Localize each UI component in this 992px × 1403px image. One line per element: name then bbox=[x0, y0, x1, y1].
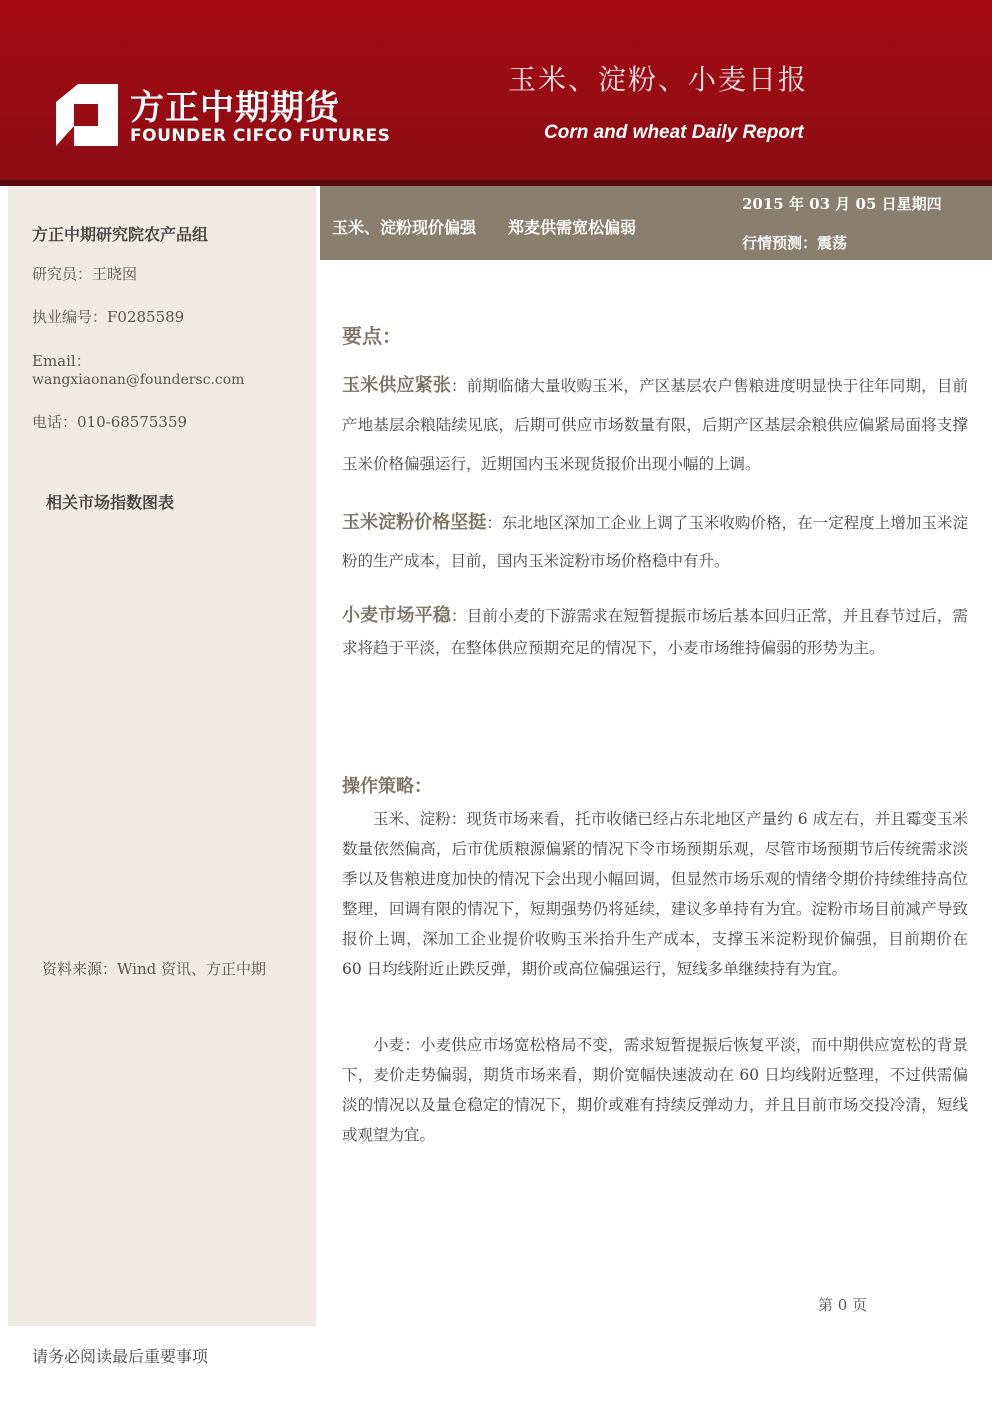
sidebar-license: 执业编号：F0285589 bbox=[32, 308, 185, 326]
keypoint-corn bbox=[342, 366, 968, 484]
sidebar-charts-title: 相关市场指数图表 bbox=[46, 493, 175, 512]
report-date: 2015 年 03 月 05 日星期四 bbox=[742, 195, 942, 213]
keypoint-lead: 小麦市场平稳 bbox=[342, 605, 452, 626]
keypoint-wheat bbox=[342, 600, 968, 664]
report-header bbox=[0, 0, 992, 186]
footer-notice: 请务必阅读最后重要事项 bbox=[32, 1347, 209, 1366]
page-number: 第 0 页 bbox=[818, 1296, 868, 1314]
logo-text-cn: 方正中期期货 bbox=[130, 88, 340, 128]
keypoint-lead: 玉米供应紧张 bbox=[342, 375, 452, 396]
strategy-heading: 操作策略： bbox=[342, 776, 432, 797]
strategy-wheat: 小麦：小麦供应市场宽松格局不变，需求短暂提振后恢复平淡，而中期供应宽松的背景下，麦价走势偏弱，期货市场来看，期价宽幅快速波动在 60 日均线附近整理，不过供需偏淡的情况以及量仓稳定的情况下，期价或难有持续反弹动力，并且目前市场交投冷清，短线或观望为宜。 bbox=[342, 1036, 968, 1144]
sidebar-org: 方正中期研究院农产品组 bbox=[32, 225, 209, 244]
report-title-en: Corn and wheat Daily Report bbox=[544, 122, 804, 143]
sidebar-researcher: 研究员：王晓囡 bbox=[32, 265, 138, 283]
keypoint-lead: 玉米淀粉价格坚挺 bbox=[342, 512, 487, 533]
keypoint-text: ：东北地区深加工企业上调了玉米收购价格，在一定程度上增加玉米淀粉的生产成本，目前，国内玉米淀粉市场价格稳中有升。 bbox=[342, 514, 968, 570]
keypoint-starch bbox=[342, 504, 968, 580]
logo-text-en: FOUNDER CIFCO FUTURES bbox=[130, 126, 391, 146]
keypoints-heading: 要点： bbox=[342, 324, 402, 348]
keypoint-text: ：目前小麦的下游需求在短暂提振市场后基本回归正常，并且春节过后，需求将趋于平淡，在整体供应预期充足的情况下，小麦市场维持偏弱的形势为主。 bbox=[342, 607, 968, 657]
report-title-cn: 玉米、淀粉、小麦日报 bbox=[508, 63, 809, 96]
market-forecast: 行情预测：震荡 bbox=[742, 234, 848, 252]
keypoint-text: ：前期临储大量收购玉米，产区基层农户售粮进度明显快于往年同期，目前产地基层余粮陆续见底，后期可供应市场数量有限，后期产区基层余粮供应偏紧局面将支撑玉米价格偏强运行，近期国内玉米现货报价出现小幅的上调。 bbox=[342, 377, 968, 473]
sidebar-email-label: Email： bbox=[32, 352, 91, 370]
sidebar-source: 资料来源：Wind 资讯、方正中期 bbox=[42, 960, 266, 978]
founder-logo-icon bbox=[56, 84, 118, 146]
sidebar-email[interactable]: wangxiaonan@foundersc.com bbox=[32, 372, 245, 388]
band-headline: 玉米、淀粉现价偏强 郑麦供需宽松偏弱 bbox=[332, 218, 637, 237]
strategy-corn-starch: 玉米、淀粉：现货市场来看，托市收储已经占东北地区产量约 6 成左右，并且霉变玉米数量依然偏高，后市优质粮源偏紧的情况下令市场预期乐观，尽管市场预期节后传统需求淡季以及售粮进度加快的情况下会出现小幅回调，但显然市场乐观的情绪令期价持续维持高位整理，回调有限的情况下，短期强势仍将延续，建议多单持有为宜。淀粉市场目前减产导致报价上调，深加工企业提价收购玉米抬升生产成本，支撑玉米淀粉现价偏强，目前期价在 60 日均线附近止跌反弹，期价或高位偏强运行，短线多单继续持有为宜。 bbox=[342, 810, 968, 978]
sidebar-phone: 电话：010-68575359 bbox=[32, 413, 188, 431]
